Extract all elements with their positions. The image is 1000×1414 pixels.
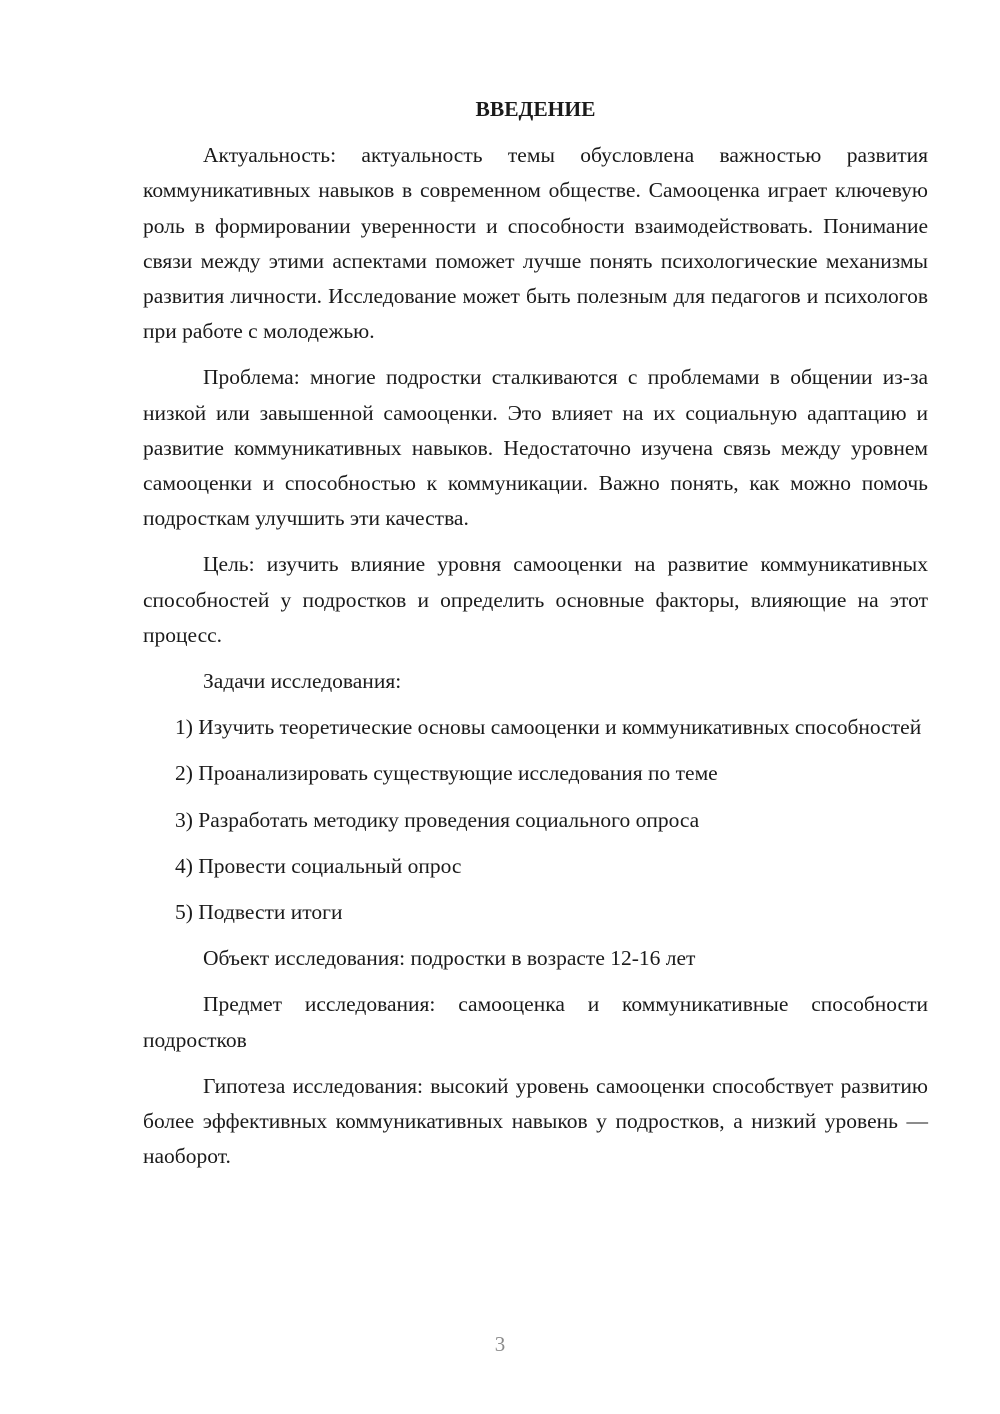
task-item: 3) Разработать методику проведения социального опроса — [175, 807, 700, 832]
task-item: 1) Изучить теоретические основы самооценки и коммуникативных способностей — [175, 715, 922, 740]
goal-paragraph: Цель: изучить влияние уровня самооценки на развитие коммуникативных способностей у подростков и определить основные факторы, влияющие на этот процесс. — [143, 552, 928, 647]
page-number: 3 — [494, 1332, 506, 1356]
tasks-heading: Задачи исследования: — [203, 669, 402, 694]
problem-paragraph: Проблема: многие подростки сталкиваются с проблемами в общении из-за низкой или завышенной самооценки. Это влияет на их социальную адаптацию и развитие коммуникативных навыков. Недостаточно изучена связь между уровнем самооценки и способностью к коммуникации. Важно понять, как можно помочь подросткам улучшить эти качества. — [143, 365, 928, 531]
task-item: 5) Подвести итоги — [175, 900, 343, 925]
subject-paragraph: Предмет исследования: самооценка и коммуникативные способности подростков — [143, 992, 928, 1052]
section-title: ВВЕДЕНИЕ — [475, 97, 596, 121]
task-item: 4) Провести социальный опрос — [175, 853, 462, 878]
document-page — [143, 92, 928, 1185]
hypothesis-paragraph: Гипотеза исследования: высокий уровень самооценки способствует развитию более эффективных коммуникативных навыков у подростков, а низкий уровень — наоборот. — [143, 1073, 928, 1169]
tasks-list — [143, 710, 928, 930]
task-item: 2) Проанализировать существующие исследования по теме — [175, 761, 718, 786]
relevance-paragraph: Актуальность: актуальность темы обусловлена важностью развития коммуникативных навыков в современном обществе. Самооценка играет ключевую роль в формировании уверенности и способности взаимодействовать. Понимание связи между этими аспектами поможет лучше понять психологические механизмы развития личности. Исследование может быть полезным для педагогов и психологов при работе с молодежью. — [143, 143, 928, 344]
object-paragraph: Объект исследования: подростки в возрасте 12-16 лет — [203, 946, 696, 971]
